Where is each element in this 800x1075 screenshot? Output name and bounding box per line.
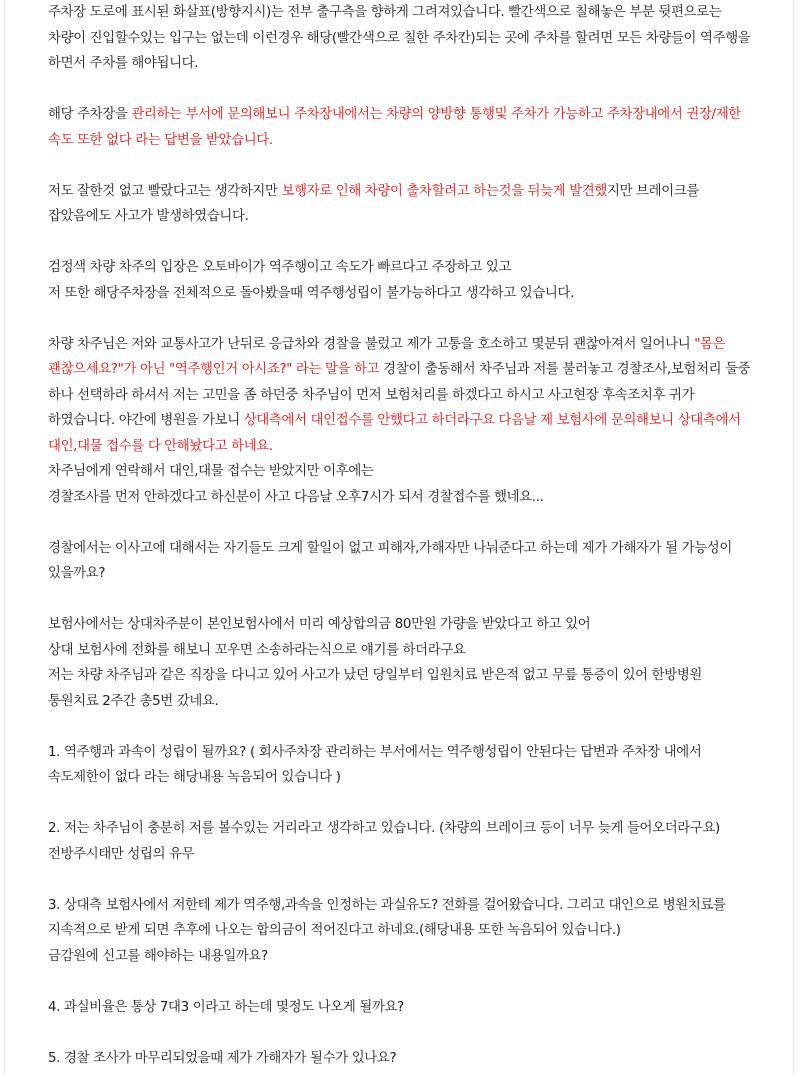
- paragraph-contact: 차주님에게 연락해서 대인,대물 접수는 받았지만 이후에는: [48, 464, 374, 479]
- paragraph-police-report: 경찰조사를 먼저 안하겠다고 하신분이 사고 다음날 오후7시가 되서 경찰접수를 했네요...: [48, 489, 544, 505]
- text-segment: 경찰이 출동해서 차주님과 저를 불러놓고 경찰조사,보험처리 둘중 하나 선택하라 하셔서 저는 고민을 좀 하던중 차주님이 먼저 보험처리를 하겠다고 하시고 사고현장 후속조치후 귀가 하였습니다. 야간에 병원을 가보니: [48, 362, 751, 428]
- highlight-text: 보행자로 인해 차량이 출차할려고 하는것을 뒤늦게 발견했: [281, 183, 607, 199]
- question-3: 3. 상대측 보험사에서 저한테 제가 역주행,과속을 인정하는 과실유도? 전화를 걸어왔습니다. 그리고 대인으로 병원치료를 지속적으로 받게 되면 추후에 나오는 합의금이 적어진다고 하네요.(해당내용 또한 녹음되어 있습니다.): [48, 897, 726, 938]
- highlight-text: "몸은 괜찮으세요?"가 아닌 "역주행인거 아시죠?" 라는 말을 하고: [48, 336, 726, 377]
- text-segment: 지만 브레이크를 잡았음에도 사고가 발생하였습니다.: [48, 183, 699, 224]
- question-2: 2. 저는 차주님이 충분히 저를 볼수있는 거리라고 생각하고 있습니다. (차량의 브레이크 등이 너무 늦게 들어오더라구요) 전방주시태만 성립의 유무: [48, 821, 720, 862]
- paragraph-my-opinion: 저 또한 해당주차장을 전체적으로 돌아봤을때 역주행성립이 불가능하다고 생각하고 있습니다.: [48, 285, 574, 301]
- question-4: 4. 과실비율은 통상 7대3 이라고 하는데 몇정도 나오게 될까요?: [48, 999, 404, 1015]
- paragraph-police: 경찰에서는 이사고에 대해서는 자기들도 크게 할일이 없고 피해자,가해자만 나눠준다고 하는데 제가 가해자가 될 가능성이 있을까요?: [48, 540, 732, 581]
- paragraph-after-accident: [48, 332, 754, 460]
- paragraph-accident: [48, 179, 754, 230]
- highlight-text: 상대측에서 대인접수를 안했다고 하더라구요 다음날 제 보험사에 문의해보니 상대측에서 대인,대물 접수를 다 안해놨다고 하네요.: [48, 413, 741, 454]
- question-1: 1. 역주행과 과속이 성립이 될까요? ( 회사주차장 관리하는 부서에서는 역주행성립이 안된다는 답변과 주차장 내에서 속도제한이 없다 라는 해당내용 녹음되어 있습니다 ): [48, 744, 702, 785]
- text-segment: 저도 잘한것 없고 빨랐다고는 생각하지만: [48, 183, 282, 199]
- paragraph-arrows: 주차장 도로에 표시된 화살표(방향지시)는 전부 출구측을 향하게 그려져있습니다. 빨간색으로 칠해놓은 부분 뒷편으로는 차량이 진입할수있는 입구는 없는데 이런경우 해당(빨간색으로 칠한 주차칸)되는 곳에 주차를 할려면 모든 차량들이 역주행을 하면서 주차를 해야됩니다.: [48, 5, 751, 71]
- paragraph-insurance-1: 보험사에서는 상대차주분이 본인보험사에서 미리 예상합의금 80만원 가량을 받았다고 하고 있어: [48, 617, 591, 632]
- text-segment: 차량 차주님은 저와 교통사고가 난뒤로 응급차와 경찰을 불렀고 제가 고통을 호소하고 몇분뒤 괜찮아져서 일어나니: [48, 336, 695, 352]
- question-5: 5. 경찰 조사가 마무리되었을때 제가 가해자가 될수가 있나요?: [48, 1050, 397, 1066]
- paragraph-other-driver-claim: 검정색 차량 차주의 입장은 오토바이가 역주행이고 속도가 빠르다고 주장하고 있고: [48, 260, 512, 275]
- highlight-text: 관리하는 부서에 문의해보니 주차장내에서는 차량의 양방향 통행및 주차가 가능하고 주차장내에서 권장/제한 속도 또한 없다 라는 답변을 받았습니다.: [48, 107, 741, 148]
- paragraph-insurance-3: 저는 차량 차주님과 같은 직장을 다니고 있어 사고가 났던 당일부터 입원치료 받은적 없고 무릎 통증이 있어 한방병원 통원치료 2주간 총5번 갔네요.: [48, 668, 703, 709]
- question-3-followup: 금감원에 신고를 해야하는 내용일까요?: [48, 948, 268, 964]
- text-segment: 해당 주차장을: [48, 107, 132, 122]
- paragraph-insurance-2: 상대 보험사에 전화를 해보니 꼬우면 소송하라는식으로 얘기를 하더라구요: [48, 642, 466, 658]
- post-body: [48, 0, 754, 1071]
- paragraph-management-answer: [48, 102, 754, 153]
